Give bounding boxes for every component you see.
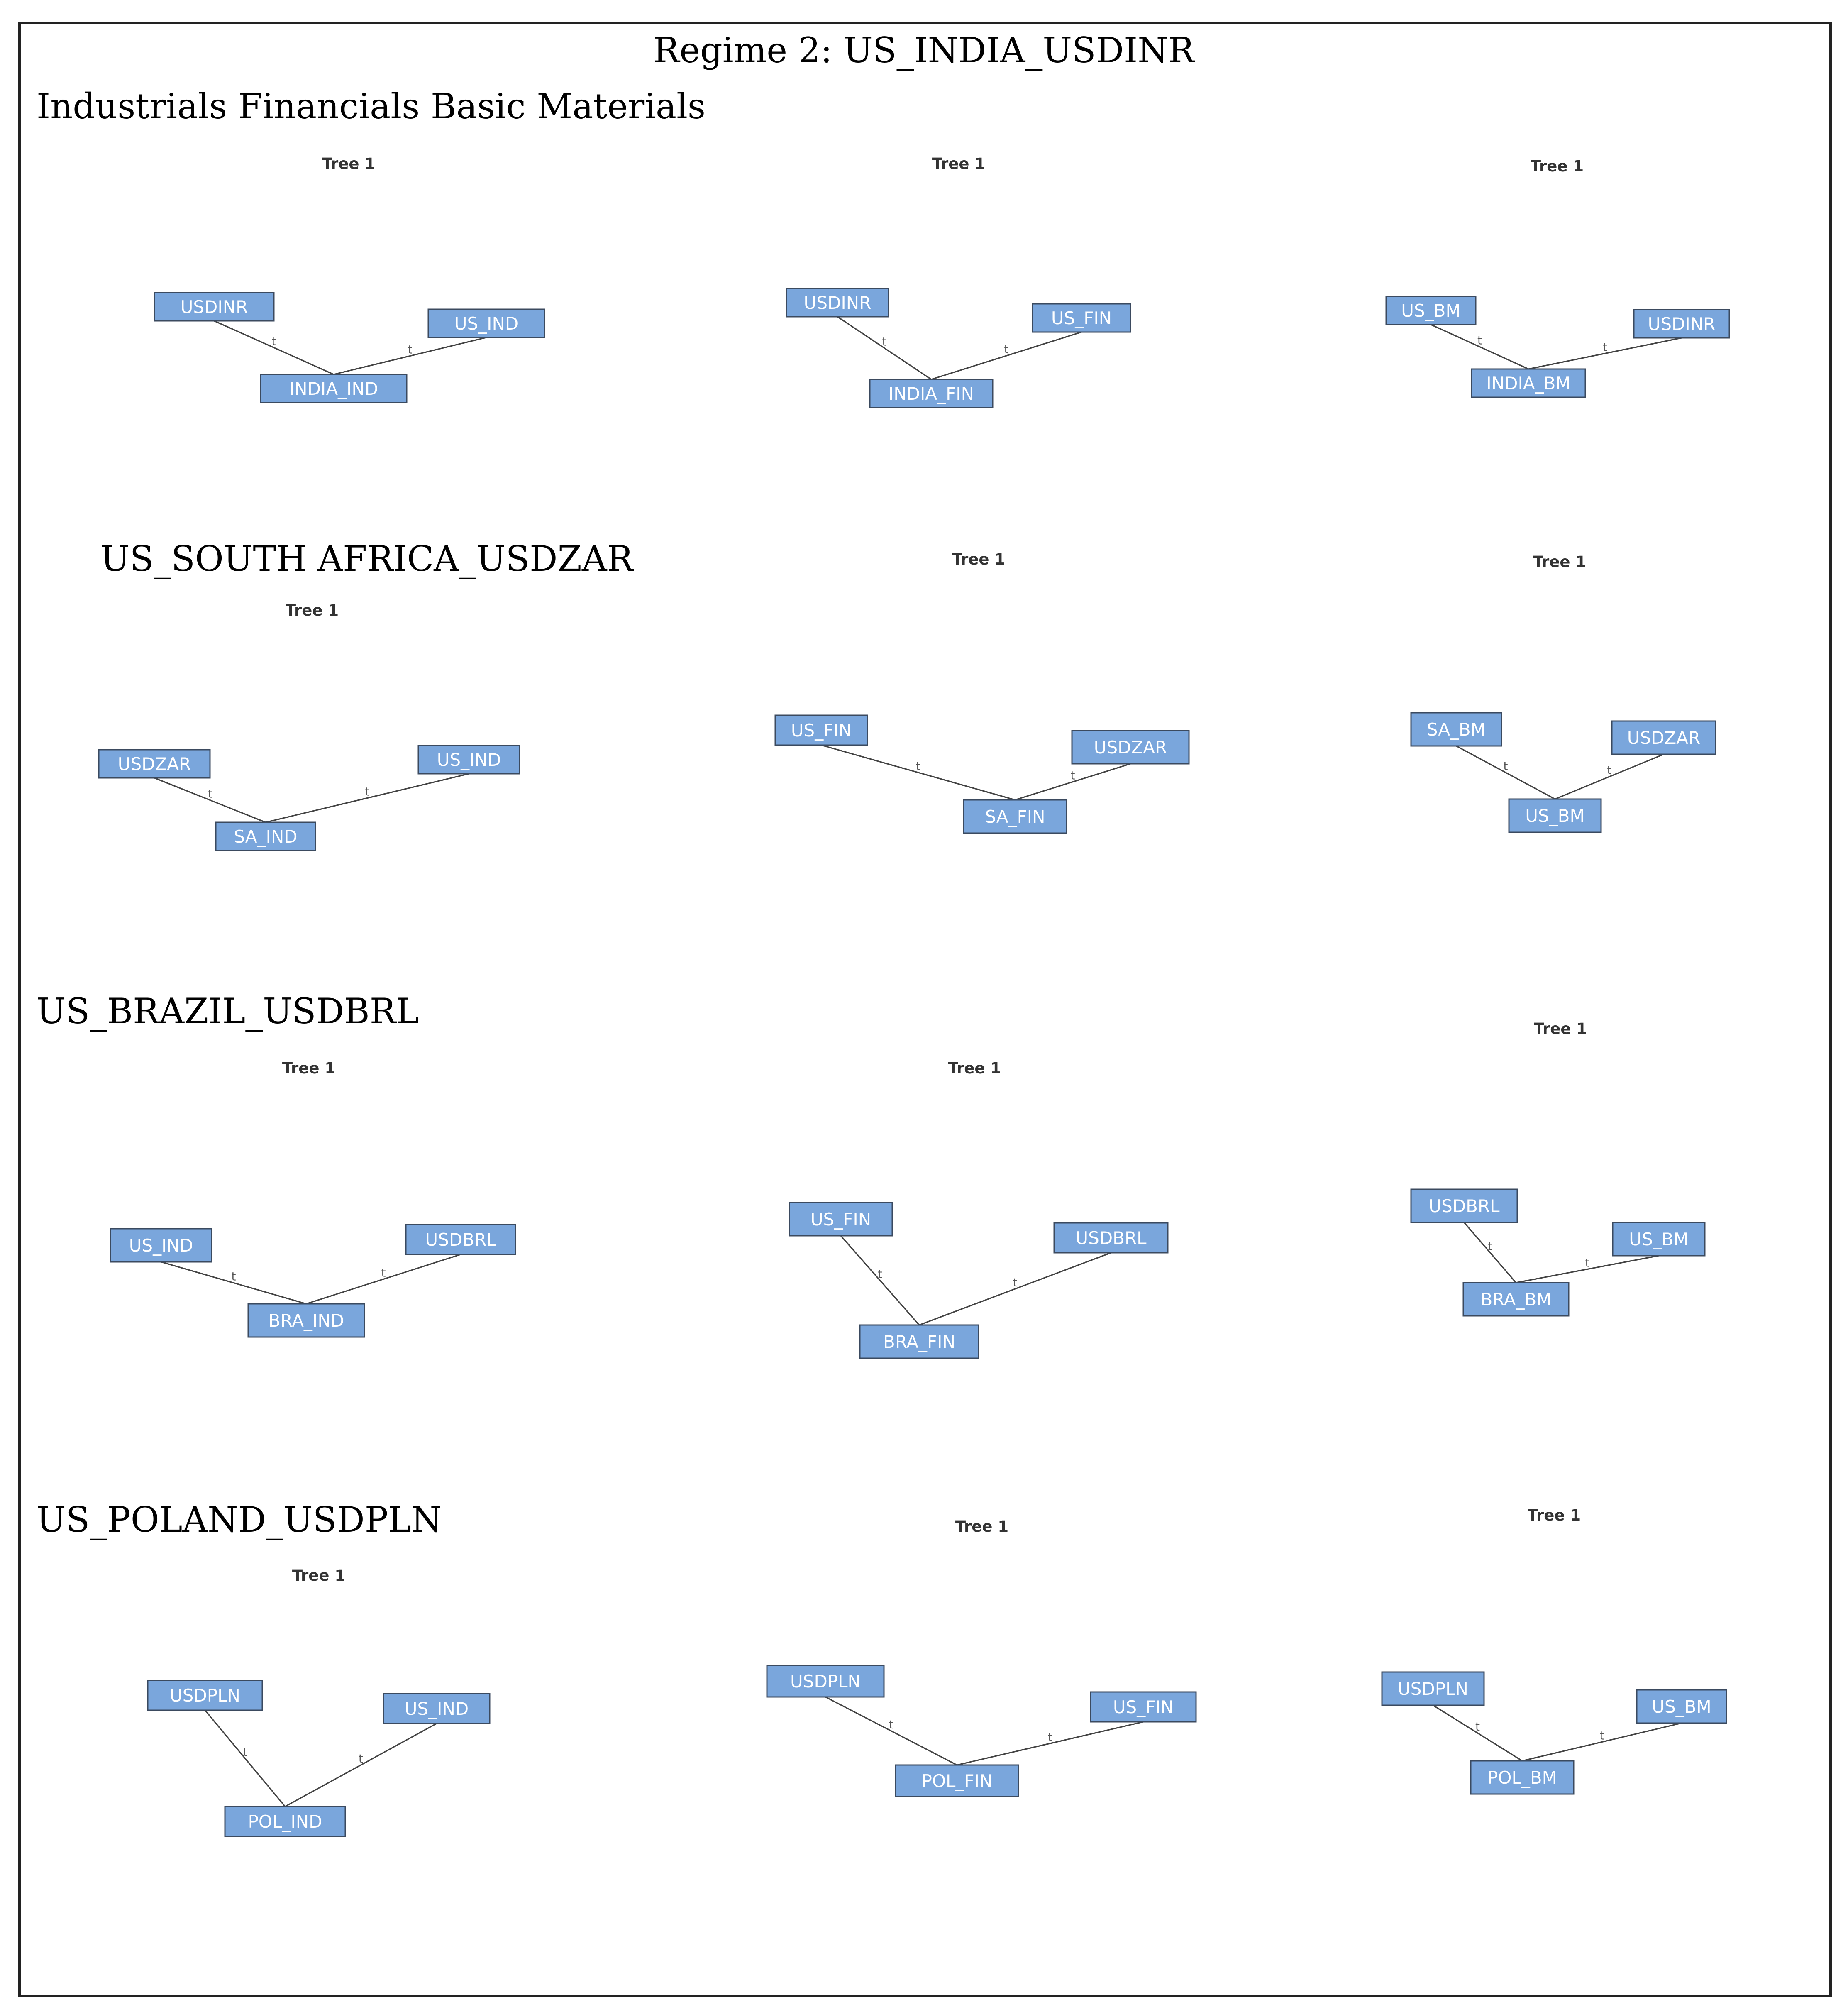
edge-label: t xyxy=(1585,1256,1590,1270)
tree-title: Tree 1 xyxy=(952,550,1006,568)
node-label: INDIA_IND xyxy=(289,379,378,399)
tree-node xyxy=(148,1680,262,1710)
tree-node xyxy=(261,374,407,403)
edge-label: t xyxy=(1607,763,1612,777)
tree-title: Tree 1 xyxy=(947,1059,1001,1077)
tree-node xyxy=(154,293,274,321)
edge-label: t xyxy=(878,1267,882,1281)
tree-node xyxy=(99,750,210,778)
node-label: US_IND xyxy=(437,750,501,770)
node-label: US_BM xyxy=(1629,1229,1689,1249)
tree-node xyxy=(383,1694,490,1724)
tree-panel-3-1 xyxy=(110,1059,515,1337)
tree-panel-3-3 xyxy=(1411,1020,1705,1316)
tree-node xyxy=(1471,1761,1574,1794)
tree-node xyxy=(1637,1690,1726,1723)
tree-node xyxy=(1091,1692,1196,1722)
edge-label: t xyxy=(365,785,370,799)
node-label: US_IND xyxy=(404,1699,469,1719)
tree-node xyxy=(1472,369,1585,397)
edge-label: t xyxy=(359,1752,363,1765)
node-label: BRA_BM xyxy=(1480,1289,1552,1310)
node-label: US_BM xyxy=(1401,301,1461,321)
tree-node xyxy=(1613,1222,1705,1256)
tree-node xyxy=(1386,296,1476,325)
tree-panel-3-2 xyxy=(789,1059,1168,1358)
tree-panel-1-1 xyxy=(154,155,544,403)
node-label: USDZAR xyxy=(1627,728,1701,748)
node-label: US_IND xyxy=(129,1235,193,1256)
edge-label: t xyxy=(882,335,887,349)
tree-node xyxy=(896,1765,1018,1797)
node-label: POL_BM xyxy=(1487,1768,1557,1788)
tree-panel-4-1 xyxy=(148,1567,490,1836)
tree-node xyxy=(789,1203,892,1236)
figure-title: Regime 2: US_INDIA_USDINR xyxy=(653,30,1194,71)
tree-node xyxy=(1072,731,1189,764)
node-label: US_IND xyxy=(454,313,519,334)
node-label: US_FIN xyxy=(1113,1697,1174,1717)
edge-label: t xyxy=(208,787,212,801)
edge-label: t xyxy=(1048,1730,1052,1744)
tree-panel-2-3 xyxy=(1411,553,1716,832)
tree-node xyxy=(406,1225,515,1254)
tree-node xyxy=(1382,1672,1484,1705)
section-label-poland: US_POLAND_USDPLN xyxy=(37,1499,442,1540)
node-label: BRA_IND xyxy=(268,1310,344,1331)
node-label: SA_IND xyxy=(234,826,298,847)
tree-node xyxy=(775,715,867,745)
node-label: SA_BM xyxy=(1426,719,1486,740)
node-label: USDINR xyxy=(803,293,872,313)
tree-title: Tree 1 xyxy=(292,1567,346,1584)
tree-node xyxy=(428,309,544,337)
node-label: USDZAR xyxy=(1094,737,1167,758)
tree-title: Tree 1 xyxy=(282,1059,336,1077)
node-label: US_FIN xyxy=(810,1209,872,1230)
tree-node xyxy=(1411,713,1501,746)
tree-panel-4-2 xyxy=(767,1518,1196,1797)
edge-label: t xyxy=(381,1266,386,1280)
edge-label: t xyxy=(231,1269,236,1283)
tree-title: Tree 1 xyxy=(1533,1020,1587,1038)
edge-label: t xyxy=(889,1718,893,1731)
tree-node xyxy=(1411,1189,1517,1222)
tree-node xyxy=(225,1807,345,1836)
node-label: USDBRL xyxy=(1428,1196,1500,1216)
section-label-south-africa: US_SOUTH AFRICA_USDZAR xyxy=(100,538,633,579)
node-label: USDPLN xyxy=(1398,1679,1468,1699)
node-label: USDPLN xyxy=(170,1685,240,1706)
edge-label: t xyxy=(1070,768,1075,782)
tree-title: Tree 1 xyxy=(285,601,339,619)
edge-label: t xyxy=(408,342,413,357)
tree-title: Tree 1 xyxy=(322,155,376,173)
edge-label: t xyxy=(916,759,920,773)
edge-label: t xyxy=(1599,1728,1604,1743)
node-label: US_BM xyxy=(1652,1697,1711,1717)
node-label: SA_FIN xyxy=(985,807,1045,827)
tree-title: Tree 1 xyxy=(1533,553,1587,571)
tree-title: Tree 1 xyxy=(955,1518,1009,1535)
section-label-brazil: US_BRAZIL_USDBRL xyxy=(37,991,419,1032)
tree-panel-4-3 xyxy=(1382,1506,1726,1794)
tree-panel-1-2 xyxy=(786,155,1130,408)
tree-node xyxy=(1509,799,1601,832)
node-label: INDIA_FIN xyxy=(888,384,974,404)
tree-node xyxy=(1054,1223,1168,1253)
tree-title: Tree 1 xyxy=(1527,1506,1581,1524)
tree-node xyxy=(870,379,993,408)
node-label: US_BM xyxy=(1525,806,1585,826)
tree-node xyxy=(1612,721,1716,754)
tree-node xyxy=(786,288,889,317)
tree-node xyxy=(1033,304,1130,332)
node-label: POL_IND xyxy=(248,1812,322,1832)
node-label: USDZAR xyxy=(117,754,191,774)
edge-label: t xyxy=(1004,342,1009,356)
tree-node xyxy=(860,1325,979,1358)
edge-label: t xyxy=(1603,340,1607,354)
edge-label: t xyxy=(1503,759,1508,773)
node-label: POL_FIN xyxy=(921,1771,993,1791)
node-label: US_FIN xyxy=(1051,308,1112,328)
edge-label: t xyxy=(1013,1276,1018,1289)
tree-node xyxy=(110,1229,212,1262)
tree-node xyxy=(418,746,520,774)
tree-title: Tree 1 xyxy=(932,155,986,173)
tree-title: Tree 1 xyxy=(1530,157,1584,175)
node-label: BRA_FIN xyxy=(883,1332,955,1352)
node-label: USDPLN xyxy=(790,1671,861,1692)
tree-panel-1-3 xyxy=(1386,157,1729,397)
tree-panel-2-2 xyxy=(775,550,1189,833)
edge-label: t xyxy=(243,1745,247,1759)
tree-panel-2-1 xyxy=(99,601,520,851)
tree-node xyxy=(767,1665,884,1697)
tree-node xyxy=(216,822,315,851)
sector-heading: Industrials Financials Basic Materials xyxy=(37,86,706,127)
node-label: INDIA_BM xyxy=(1486,373,1571,394)
node-label: USDINR xyxy=(1648,314,1716,334)
node-label: USDBRL xyxy=(1075,1228,1147,1248)
tree-node xyxy=(1634,310,1729,338)
node-label: USDINR xyxy=(180,297,248,317)
edge-label: t xyxy=(1488,1239,1492,1253)
tree-node xyxy=(1463,1283,1569,1316)
edge-label: t xyxy=(1475,1720,1480,1733)
node-label: US_FIN xyxy=(791,720,852,741)
tree-node xyxy=(964,800,1067,833)
tree-node xyxy=(248,1304,364,1337)
edge-label: t xyxy=(271,334,276,348)
node-label: USDBRL xyxy=(425,1230,496,1250)
edge-label: t xyxy=(1477,333,1482,347)
